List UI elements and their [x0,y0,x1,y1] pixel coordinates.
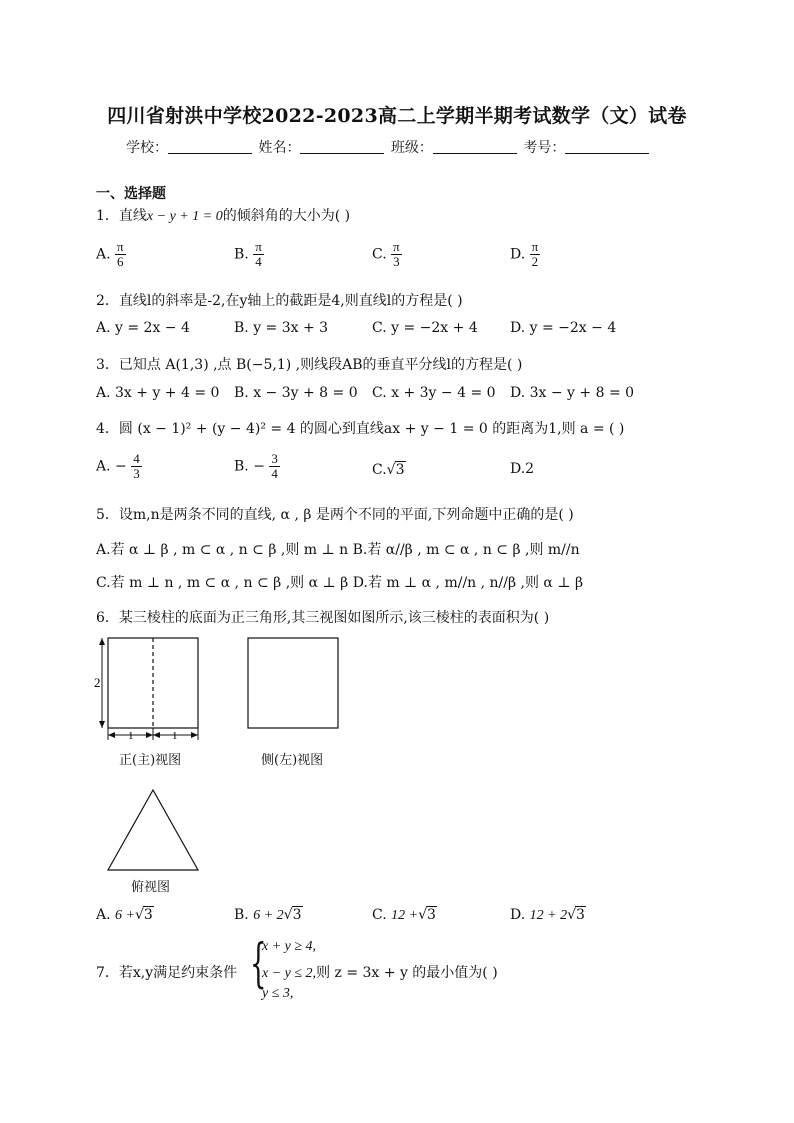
q1-b-label: B. [234,246,249,263]
top-view [108,790,198,870]
q6-option-c [372,906,437,924]
dim-height-label: 2 [94,675,101,690]
q7-constraint-2-line [262,962,498,982]
q6-option-a [96,906,154,924]
q6-a-label: A. [96,907,111,923]
question-1-stem [96,205,350,225]
question-4-stem: 4．圆 (x − 1)² + (y − 4)² = 4 的圆心到直线ax + y − 1 = 0 的距离为1,则 a = ( ) [96,421,625,437]
q4-c-radical-sign: √ [386,462,396,478]
q2-option-a: A. y = 2x − 4 [96,320,190,336]
q6-option-b [234,906,303,924]
q2-option-d: D. y = −2x − 4 [510,320,617,336]
q6-d-radical-sign: √ [567,907,577,923]
q7-constraint-3: y ≤ 3, [262,986,294,1001]
q3-option-a: A. 3x + y + 4 = 0 [96,385,220,401]
question-5-stem: 5．设m,n是两条不同的直线, α , β 是两个不同的平面,下列命题中正确的是( ) [96,507,574,523]
q7-stem-tail: 则 z = 3x + y 的最小值为( ) [316,965,498,981]
section-heading: 一、选择题 [96,186,166,202]
q6-c-label: C. [372,907,387,923]
q1-text-a: 1．直线 [96,208,147,224]
q4-option-a [96,452,142,481]
side-view-caption: 侧(左)视图 [261,753,324,768]
q6-b-expr: 6 + 2 [253,908,284,923]
q6-d-label: D. [510,907,526,923]
q1-option-d [510,240,540,269]
q6-c-expr: 12 + [391,908,419,923]
id-label: 考号： [523,140,566,156]
q1-a-label: A. [96,246,111,263]
q1-b-num: π [255,239,262,254]
q6-b-radicand: 3 [292,907,302,923]
dim-width-1-label: 1 [128,730,134,742]
q5-options-ab: A.若 α ⊥ β , m ⊂ α , n ⊂ β ,则 m ⊥ n B.若 α//β , m ⊂ α , n ⊂ β ,则 m//n [96,542,580,558]
top-view-caption: 俯视图 [131,880,171,895]
q6-a-radicand: 3 [143,907,153,923]
q4-a-den: 3 [133,466,140,481]
q6-b-label: B. [234,907,249,923]
question-2-stem: 2．直线l的斜率是-2,在y轴上的截距是4,则直线l的方程是( ) [96,293,463,309]
q3-option-c: C. x + 3y − 4 = 0 [372,385,496,401]
q1-d-fraction [530,240,541,269]
q1-d-label: D. [510,246,526,263]
name-blank [300,139,384,154]
q5-options-cd: C.若 m ⊥ n , m ⊂ α , n ⊂ β ,则 α ⊥ β D.若 m ⊥ α , m//n , n//β ,则 α ⊥ β [96,575,584,591]
q6-c-radical-sign: √ [418,907,427,923]
q4-b-label: B. − [234,458,265,475]
q6-b-radical-sign: √ [283,907,293,923]
q1-a-num: π [117,239,124,254]
page-title: 四川省射洪中学校2022-2023高二上学期半期考试数学（文）试卷 [107,105,687,127]
q1-d-den: 2 [531,254,539,269]
q4-option-c [372,461,406,478]
q7-constraint-2: x − y ≤ 2, [262,966,317,981]
q4-a-num: 4 [133,451,140,466]
q1-text-b: 的倾斜角的大小为( ) [222,208,351,224]
q3-option-d: D. 3x − y + 8 = 0 [510,385,635,401]
q1-b-fraction [253,240,264,269]
q1-a-fraction [115,240,126,269]
q2-option-b: B. y = 3x + 3 [234,320,329,336]
q4-a-fraction [131,452,142,481]
school-label: 学校： [126,140,168,156]
q1-option-a [96,240,126,269]
q6-a-radical-sign: √ [134,907,144,923]
q1-c-num: π [393,239,400,254]
q4-c-label: C. [372,462,387,478]
q6-c-radicand: 3 [427,907,436,923]
q4-b-num: 3 [271,451,278,466]
front-view-caption: 正(主)视图 [119,753,182,768]
id-blank [565,139,649,154]
q1-equation: x − y + 1 = 0 [146,209,223,224]
q6-d-radicand: 3 [576,907,585,923]
q4-option-b [234,452,280,481]
question-3-stem: 3．已知点 A(1,3) ,点 B(−5,1) ,则线段AB的垂直平分线l的方程是( ) [96,357,523,373]
q2-option-c: C. y = −2x + 4 [372,320,478,336]
q1-c-label: C. [372,246,387,263]
question-6-stem: 6．某三棱柱的底面为正三角形,其三视图如图所示,该三棱柱的表面积为( ) [96,610,550,626]
q4-b-den: 4 [271,466,278,481]
q7-constraint-1: x + y ≥ 4, [262,939,317,954]
class-blank [433,139,517,154]
q1-option-b [234,240,264,269]
q6-d-expr: 12 + 2 [529,908,568,923]
q6-option-d [510,906,586,924]
question-7-stem: 7．若x,y满足约束条件 [96,965,238,981]
q1-d-num: π [531,239,539,254]
q4-b-fraction [269,452,280,481]
name-label: 姓名： [258,140,301,156]
q4-option-d: D.2 [510,461,535,477]
student-info-line [126,137,651,157]
dim-width-2-label: 1 [172,730,178,742]
constraint-brace: { [250,934,267,994]
q4-a-label: A. − [96,458,127,475]
q1-option-c [372,240,402,269]
q4-c-radicand: 3 [395,462,405,478]
q1-c-fraction [391,240,402,269]
side-view [248,638,338,728]
q6-a-expr: 6 + [115,908,135,923]
q3-option-b: B. x − 3y + 8 = 0 [234,385,358,401]
front-view [99,638,198,740]
q1-c-den: 3 [393,254,400,269]
school-blank [168,139,252,154]
q1-b-den: 4 [255,254,262,269]
q1-a-den: 6 [117,254,124,269]
class-label: 班级： [390,140,433,156]
